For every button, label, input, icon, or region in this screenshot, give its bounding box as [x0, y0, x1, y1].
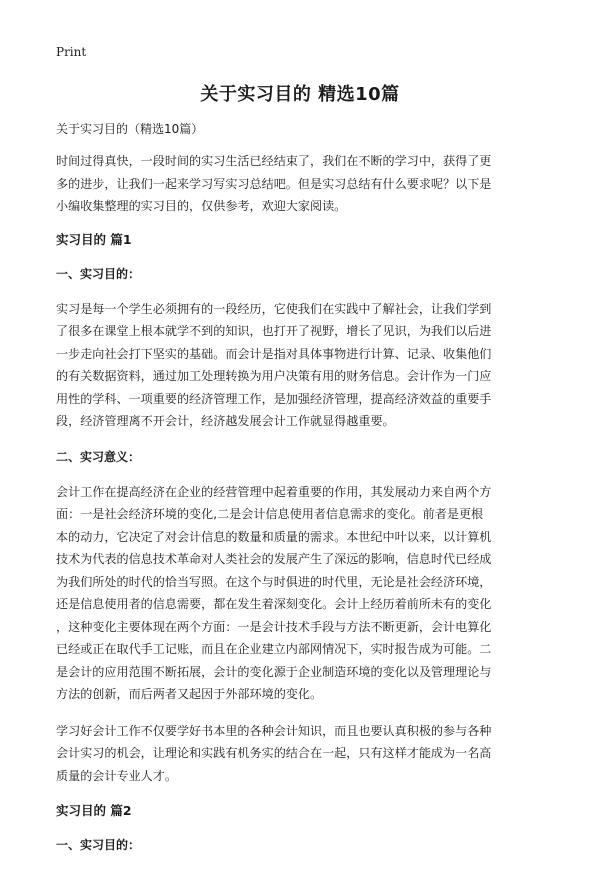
section-heading-1: 实习目的 篇1 — [56, 231, 132, 247]
document-body — [56, 120, 556, 869]
subheading-purpose: 一、实习目的： — [56, 266, 141, 281]
document-subtitle: 关于实习目的（精选10篇） — [56, 122, 204, 136]
intro-paragraph: 时间过得真快，一段时间的实习生活已经结束了，我们在不断的学习中，获得了更 多的进步，让我们一起来学习写实习总结吧。但是实习总结有什么要求呢？以下是 小编收集整理的实习目的，仅供参考，欢迎大家阅读。 — [56, 154, 492, 213]
page-title: 关于实习目的 精选10篇 — [200, 84, 400, 105]
section-heading-2: 实习目的 篇2 — [56, 803, 132, 818]
subheading-purpose-2: 一、实习目的： — [56, 838, 141, 852]
paragraph-significance: 会计工作在提高经济在企业的经营管理中起着重要的作用，其发展动力来自两个方 面：一是社会经济环境的变化,二是会计信息使用者信息需求的变化。前者是更根 本的动力，它决定了对会计信息的数量和质量的需求。本世纪中叶以来，以计算机 技术为代表的信息技术革命对人类社会的发展产生了深远的影响，信息时代已经成 为我们所处的时代的恰当写照。在这个与时俱进的时代里，无论是社会经济环境， 还是信息使用者的信息需要，都在发生着深刻变化。会计上经历着前所未有的变化 ，这种变化主要体现在两个方面：一是会计技术手段与方法不断更新，会计电算化 已经或正在取代手工记账，而且在企业建立内部网情况下，实时报告成为可能。二 是会计的应用范围不断拓展，会计的变化源于企业制造环境的变化以及管理理论与 方法的创新，而后两者又起因于外部环境的变化。 — [56, 484, 492, 701]
paragraph-purpose: 实习是每一个学生必须拥有的一段经历，它使我们在实践中了解社会，让我们学到 了很多在课堂上根本就学不到的知识，也打开了视野，增长了见识，为我们以后进 一步走向社会打下坚实的基础。而会计是指对具体事物进行计算、记录、收集他们 的有关数据资料，通过加工处理转换为用户决策有用的财务信息。会计作为一门应 用性的学科、一项重要的经济管理工作，是加强经济管理，提高经济效益的重要手 段，经济管理离不开会计，经济越发展会计工作就显得越重要。 — [56, 301, 492, 428]
print-label: Print — [56, 45, 87, 59]
paragraph-conclusion: 学习好会计工作不仅要学好书本里的各种会计知识，而且也要认真积极的参与各种 会计实习的机会，让理论和实践有机务实的结合在一起，只有这样才能成为一名高 质量的会计专业人才。 — [56, 723, 492, 783]
subheading-significance: 二、实习意义： — [56, 449, 141, 464]
